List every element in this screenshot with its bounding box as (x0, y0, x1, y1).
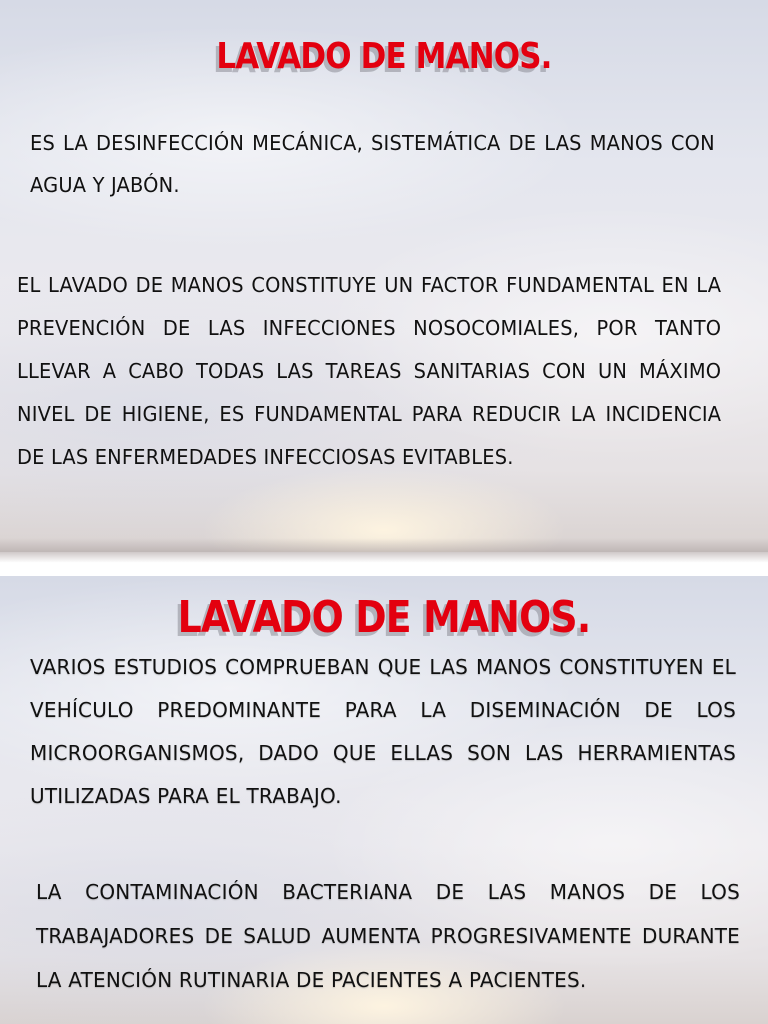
studies-paragraph: VARIOS ESTUDIOS COMPRUEBAN QUE LAS MANOS CONSTITUYEN EL VEHÍCULO PREDOMINANTE PARA LA DISEMINACIÓN DE LOS MICROORGANISMOS, DADO QUE ELLAS SON LAS HERRAMIENTAS UTILIZADAS PARA EL TRABAJO. (30, 655, 736, 808)
slide-2 (0, 576, 768, 1024)
contamination-paragraph: LA CONTAMINACIÓN BACTERIANA DE LAS MANOS DE LOS TRABAJADORES DE SALUD AUMENTA PROGRESIVAMENTE DURANTE LA ATENCIÓN RUTINARIA DE PACIENTES A PACIENTES. (36, 880, 740, 992)
slide-title: LAVADO DE MANOS. (177, 592, 591, 643)
slide-title: LAVADO DE MANOS. (216, 36, 552, 77)
horizon-band (0, 538, 768, 552)
definition-paragraph: ES LA DESINFECCIÓN MECÁNICA, SISTEMÁTICA DE LAS MANOS CON AGUA Y JABÓN. (30, 131, 715, 197)
slide-separator (0, 552, 768, 576)
importance-paragraph: EL LAVADO DE MANOS CONSTITUYE UN FACTOR FUNDAMENTAL EN LA PREVENCIÓN DE LAS INFECCIONES NOSOCOMIALES, POR TANTO LLEVAR A CABO TODAS LAS TAREAS SANITARIAS CON UN MÁXIMO NIVEL DE HIGIENE, ES FUNDAMENTAL PARA REDUCIR LA INCIDENCIA DE LAS ENFERMEDADES INFECCIOSAS EVITABLES. (17, 273, 722, 469)
